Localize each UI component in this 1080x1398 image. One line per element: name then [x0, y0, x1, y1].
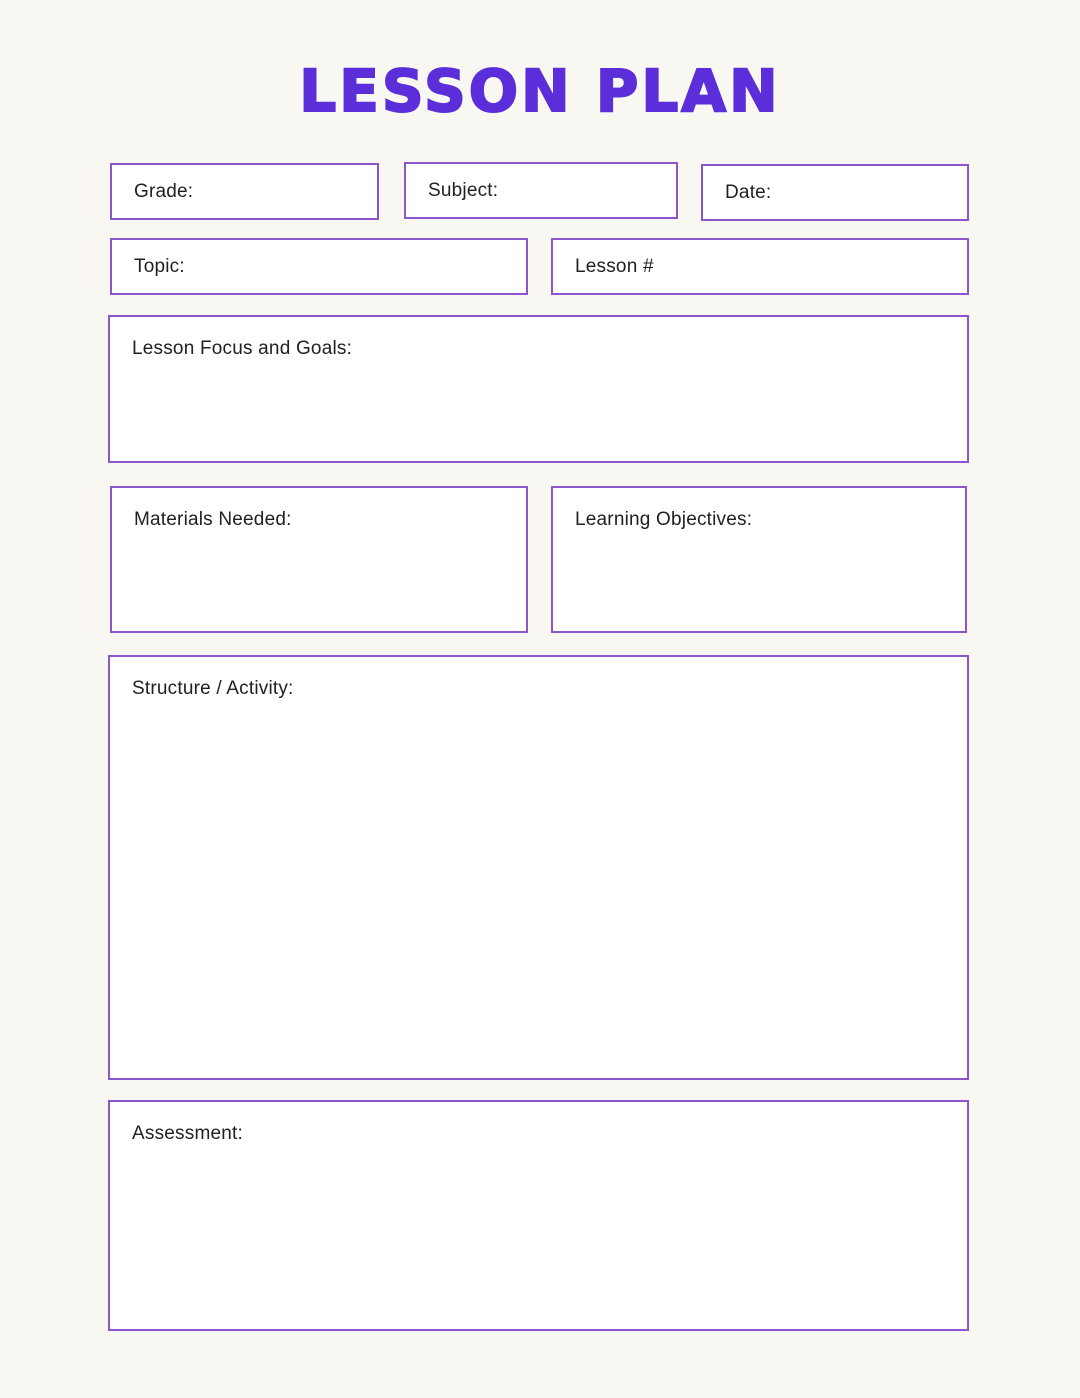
date-label: Date: [725, 181, 772, 203]
grade-field[interactable] [110, 163, 379, 220]
topic-label: Topic: [134, 255, 185, 277]
structure-activity-label: Structure / Activity: [132, 678, 294, 699]
assessment-label: Assessment: [132, 1123, 243, 1144]
page-title: LESSON PLAN [299, 57, 781, 125]
assessment-field[interactable] [108, 1100, 969, 1331]
topic-field[interactable] [110, 238, 528, 295]
date-field[interactable] [701, 164, 969, 221]
lesson-number-field[interactable] [551, 238, 969, 295]
materials-needed-field[interactable] [110, 486, 528, 633]
learning-objectives-label: Learning Objectives: [575, 509, 753, 530]
lesson-number-label: Lesson # [575, 255, 654, 277]
structure-activity-field[interactable] [108, 655, 969, 1080]
subject-label: Subject: [428, 179, 499, 201]
lesson-focus-and-goals-field[interactable] [108, 315, 969, 463]
learning-objectives-field[interactable] [551, 486, 967, 633]
subject-field[interactable] [404, 162, 678, 219]
grade-label: Grade: [134, 180, 194, 202]
lesson-focus-and-goals-label: Lesson Focus and Goals: [132, 338, 353, 359]
materials-needed-label: Materials Needed: [134, 509, 292, 530]
